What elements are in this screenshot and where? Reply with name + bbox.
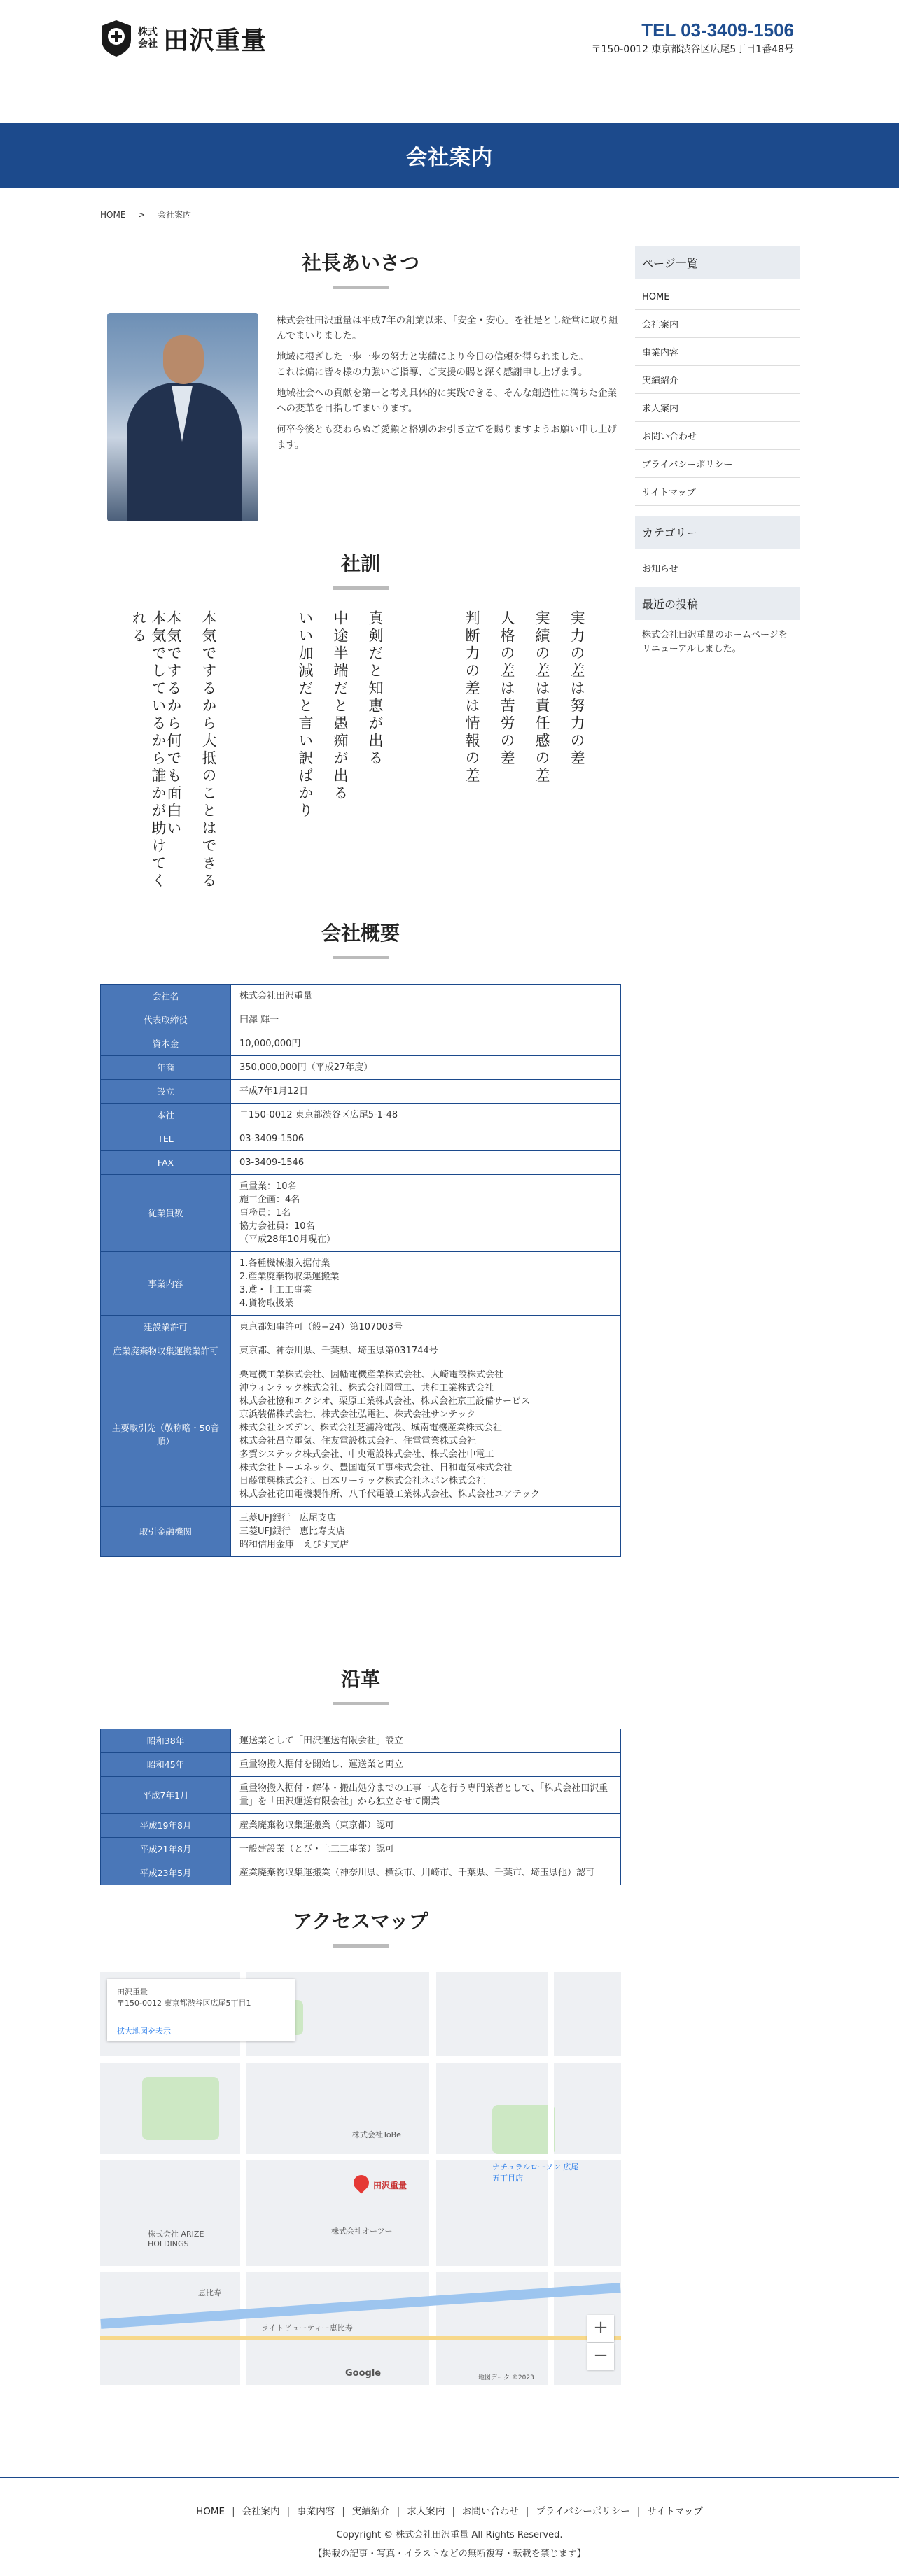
kunren-line: 実績の差は責任感の差 [534,610,550,785]
map-pin-icon[interactable] [350,2172,372,2193]
greeting-text [277,313,621,458]
breadcrumb-separator: > [138,210,146,220]
table-row-value: 重量業：10名 施工企画：4名 事務員：1名 協力会社員：10名 （平成28年10月現在） [231,1175,621,1252]
table-row-label: FAX [101,1151,231,1175]
map-card-address: 〒150-0012 東京都渋谷区広尾5丁目1 [117,1999,251,2008]
footer-copyright: Copyright © 株式会社田沢重量 All Rights Reserved. [336,2530,563,2540]
table-row [101,1127,621,1151]
table-row-label: TEL [101,1127,231,1151]
sidebar [635,246,800,663]
table-row-value: 株式会社田沢重量 [231,985,621,1008]
greeting-paragraph: 地域に根ざした一歩一歩の努力と実績により今日の信頼を得られました。 [277,351,589,363]
sidebar-recent-post[interactable]: 株式会社田沢重量のホームページをリニューアルしました。 [642,630,788,654]
greeting-paragraph: 地域社会への貢献を第一と考え具体的に実践できる、そんな創造性に満ちた企業への変革を目指してまいります。 [277,388,617,414]
footer-nav-link[interactable]: 実績紹介 [351,2506,390,2517]
table-row-label: 平成23年5月 [101,1861,231,1885]
map-place-label: 株式会社オーツー [331,2227,393,2236]
map-place-label: ライトビューティー恵比寿 [261,2323,353,2332]
table-row-label: 事業内容 [101,1252,231,1316]
kunren-line: 真剣だと知恵が出る [367,610,384,768]
kunren-line: 判断力の差は情報の差 [464,610,480,785]
footer-nav-separator: | [525,2506,529,2517]
table-row-label: 設立 [101,1080,231,1104]
greeting-heading: 社長あいさつ [100,248,621,289]
map-place-label: 恵比寿 [198,2288,221,2297]
footer-nav-separator: | [636,2506,641,2517]
table-row-value: 350,000,000円（平成27年度） [231,1056,621,1080]
sidebar-page-link[interactable]: プライバシーポリシー [635,450,800,478]
zoom-in-button[interactable]: + [587,2315,614,2342]
table-row-value: 東京都、神奈川県、千葉県、埼玉県第031744号 [231,1339,621,1363]
table-row [101,1729,621,1753]
map-place-label: ナチュラルローソン 広尾五丁目店 [492,2162,579,2183]
site-logo[interactable] [100,19,267,58]
table-row-label: 年商 [101,1056,231,1080]
footer-nav-separator: | [396,2506,400,2517]
footer-nav-separator: | [452,2506,455,2517]
table-row-label: 昭和45年 [101,1753,231,1777]
header-phone[interactable]: TEL 03-3409-1506 [641,20,794,41]
sidebar-page-link[interactable]: 会社案内 [635,310,800,338]
table-row-label: 会社名 [101,985,231,1008]
company-emblem-icon [100,19,132,58]
breadcrumb-current: 会社案内 [158,210,192,220]
table-row [101,1838,621,1861]
table-row [101,1363,621,1507]
footer-nav-link[interactable]: HOME [196,2506,225,2517]
table-row-value: 重量物搬入据付を開始し、運送業と両立 [231,1753,621,1777]
sidebar-page-link[interactable]: サイトマップ [635,478,800,506]
sidebar-recent-heading: 最近の投稿 [635,587,800,620]
breadcrumb [100,209,201,220]
footer-nav-link[interactable]: お問い合わせ [461,2506,519,2517]
sidebar-category-heading: カテゴリー [635,516,800,549]
overview-heading: 会社概要 [100,918,621,959]
footer-nav [0,2503,899,2517]
kunren-block [126,610,602,904]
page-hero [0,123,899,188]
site-header [0,0,899,123]
table-row-label: 取引金融機関 [101,1507,231,1557]
history-heading: 沿革 [100,1664,621,1705]
footer-nav-separator: | [342,2506,345,2517]
google-logo: Google [345,2368,382,2379]
sidebar-page-link[interactable]: 求人案内 [635,394,800,422]
table-row [101,1104,621,1127]
table-row-label: 主要取引先（敬称略・50音順） [101,1363,231,1507]
footer-nav-separator: | [286,2506,291,2517]
table-row-label: 従業員数 [101,1175,231,1252]
table-row-value: 三菱UFJ銀行 広尾支店 三菱UFJ銀行 恵比寿支店 昭和信用金庫 えびす支店 [231,1507,621,1557]
table-row-value: 重量物搬入据付・解体・搬出処分までの工事一式を行う専門業者として、「株式会社田沢重量」を「田沢運送有限会社」から独立させて開業 [231,1777,621,1814]
kunren-line: 実力の差は努力の差 [569,610,585,768]
sidebar-pages-heading: ページ一覧 [635,246,800,279]
map-place-label: 株式会社ToBe [352,2130,401,2139]
table-row [101,1753,621,1777]
kunren-line: 人格の差は苦労の差 [499,610,515,768]
sidebar-page-link[interactable]: HOME [635,285,800,310]
footer-nav-link[interactable]: サイトマップ [647,2506,703,2517]
google-map[interactable] [100,1972,621,2385]
kunren-line: 本気でするから何でも面白い [165,610,182,838]
access-heading: アクセスマップ [100,1906,621,1948]
map-credit: 地図データ ©2023 [478,2374,534,2381]
sidebar-page-link[interactable]: 事業内容 [635,338,800,366]
greeting-paragraph: これは偏に皆々様の力強いご指導、ご支援の賜と深く感謝申し上げます。 [277,367,588,378]
table-row-value: 栗電機工業株式会社、因幡電機産業株式会社、大崎電設株式会社 沖ウィンテック株式会社、株式会社岡電工、共和工業株式会社 株式会社協和エクシオ、栗原工業株式会社、株式会社京王設備サービス 京浜装備株式会社、株式会社弘電社、株式会社サンテック 株式会社シズデン、株式会社芝浦冷電設、城南電機産業株式会社 株式会社昌立電気、住友電設株式会社、住電電業株式会社 多賀システック株式会社、中央電設株式会社、株式会社中電工 株式会社トーエネック、豊国電気工事株式会社、日和電気株式会社 日藤電興株式会社、日本リーテック株式会社ネポン株式会社 株式会社花田電機製作所、八千代電設工業株式会社、株式会社ユアテック [231,1363,621,1507]
table-row-label: 代表取締役 [101,1008,231,1032]
table-row [101,1507,621,1557]
table-row-value: 産業廃棄物収集運搬業（神奈川県、横浜市、川崎市、千葉県、千葉市、埼玉県他）認可 [231,1861,621,1885]
history-table [100,1729,621,1885]
table-row-label: 昭和38年 [101,1729,231,1753]
table-row [101,1777,621,1814]
overview-table [100,984,621,1557]
page-title: 会社案内 [406,146,493,170]
breadcrumb-home[interactable]: HOME [100,210,126,220]
kunren-heading: 社訓 [100,549,621,590]
table-row [101,1175,621,1252]
table-row [101,1080,621,1104]
table-row-label: 本社 [101,1104,231,1127]
header-address: 〒150-0012 東京都渋谷区広尾5丁目1番48号 [591,44,794,55]
table-row-label: 平成19年8月 [101,1814,231,1838]
footer-nav-link[interactable]: 事業内容 [297,2506,335,2517]
site-footer [0,2477,899,2559]
kunren-line: 本気でしているから誰かが助けてくれる [130,610,167,890]
table-row [101,1032,621,1056]
footer-nav-link[interactable]: 会社案内 [242,2506,280,2517]
greeting-paragraph: 何卒今後とも変わらぬご愛顧と格別のお引き立てを賜りますようお願い申し上げます。 [277,424,617,451]
kunren-line: いい加減だと言い訳ばかり [297,610,314,820]
table-row [101,1814,621,1838]
table-row [101,985,621,1008]
table-row-label: 建設業許可 [101,1316,231,1339]
table-row-value: 〒150-0012 東京都渋谷区広尾5-1-48 [231,1104,621,1127]
kunren-line: 本気でするから大抵のことはできる [200,610,217,890]
footer-nav-link[interactable]: 求人案内 [407,2506,445,2517]
table-row [101,1151,621,1175]
table-row-label: 平成7年1月 [101,1777,231,1814]
footer-note: 【掲載の記事・写真・イラストなどの無断複写・転載を禁じます】 [313,2549,586,2559]
table-row-label: 資本金 [101,1032,231,1056]
table-row-value: 東京都知事許可（般−24）第107003号 [231,1316,621,1339]
table-row [101,1339,621,1363]
logo-company-type: 株式会社 [138,27,158,50]
footer-nav-separator: | [232,2506,235,2517]
sidebar-category-item[interactable]: お知らせ [642,564,678,575]
table-row-value: 産業廃棄物収集運搬業（東京都）認可 [231,1814,621,1838]
map-place-label: 株式会社 ARIZE HOLDINGS [148,2230,204,2248]
table-row [101,1861,621,1885]
table-row-label: 平成21年8月 [101,1838,231,1861]
map-card-title: 田沢重量 [117,1987,148,1997]
kunren-line: 中途半端だと愚痴が出る [332,610,349,803]
table-row [101,1056,621,1080]
table-row-value: 平成7年1月12日 [231,1080,621,1104]
sidebar-page-link[interactable]: 実績紹介 [635,366,800,394]
table-row [101,1252,621,1316]
table-row-value: 03-3409-1546 [231,1151,621,1175]
zoom-out-button[interactable]: − [587,2343,614,2370]
table-row-value: 10,000,000円 [231,1032,621,1056]
table-row-label: 産業廃棄物収集運搬業許可 [101,1339,231,1363]
sidebar-page-link[interactable]: お問い合わせ [635,422,800,450]
footer-nav-link[interactable]: プライバシーポリシー [536,2506,630,2517]
map-enlarge-link[interactable]: 拡大地図を表示 [117,2027,171,2036]
map-info-card [107,1979,295,2041]
president-photo [107,313,258,521]
table-row [101,1008,621,1032]
table-row-value: 一般建設業（とび・土工工事業）認可 [231,1838,621,1861]
table-row-value: 03-3409-1506 [231,1127,621,1151]
table-row-value: 田澤 輝一 [231,1008,621,1032]
table-row-value: 1.各種機械搬入据付業 2.産業廃棄物収集運搬業 3.鳶・土工工事業 4.貨物取扱業 [231,1252,621,1316]
table-row [101,1316,621,1339]
greeting-paragraph: 株式会社田沢重量は平成7年の創業以来、「安全・安心」を社是とし経営に取り組んでまいりました。 [277,315,618,342]
map-pin-label: 田沢重量 [373,2181,407,2190]
logo-company-name: 田沢重量 [163,26,267,55]
table-row-value: 運送業として「田沢運送有限会社」設立 [231,1729,621,1753]
